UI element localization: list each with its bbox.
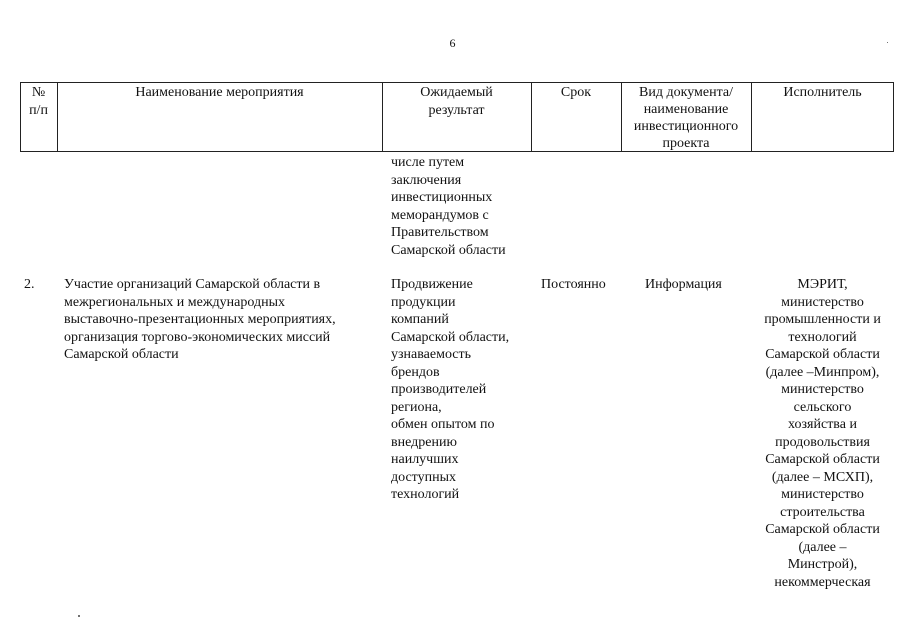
scan-speck [887,42,888,43]
header-document: Вид документа/ наименование инвестиционного проекта [633,85,739,151]
header-number: № п/п [29,85,48,118]
header-name: Наименование мероприятия [135,85,304,100]
continuation-result: числе путем заключения инвестиционных меморандумов с Правительством Самарской области [391,155,506,258]
page-number: 6 [449,36,456,50]
header-executor: Исполнитель [783,85,862,100]
header-term: Срок [560,85,592,100]
row-event-name: Участие организаций Самарской области в межрегиональных и международных выставочно-презентационных мероприятиях, организация торгово-экономических миссий Самарской области [64,277,336,362]
row-term: Постоянно [541,277,606,292]
scan-speck [78,615,80,617]
row-executor: МЭРИТ, министерство промышленности и технологий Самарской области (далее –Минпром), министерство сельского хозяйства и продовольствия Самарской области (далее – МСХП), министерство строительства Самарской области (далее – Минстрой), некоммерческая [764,277,881,590]
header-result: Ожидаемый результат [420,85,493,118]
row-document: Информация [645,277,722,292]
row-number: 2. [24,277,35,292]
row-expected-result: Продвижение продукции компаний Самарской области, узнаваемость брендов производителей региона, обмен опытом по внедрению наилучших доступных технологий [391,277,510,502]
